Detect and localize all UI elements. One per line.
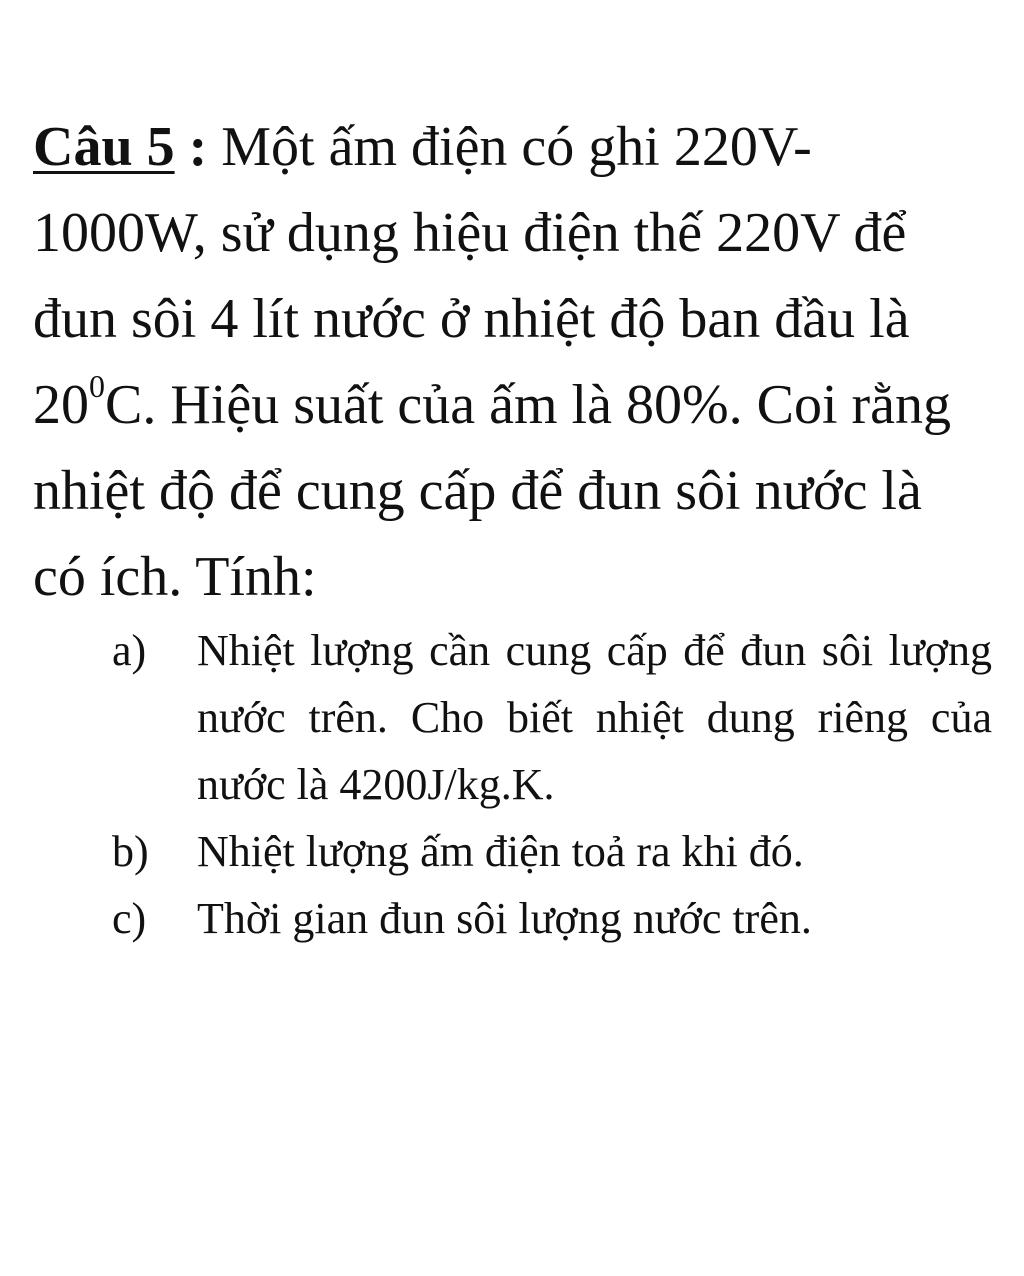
temperature-value: 20 (33, 374, 89, 436)
sub-question-marker: a) (112, 626, 147, 675)
sub-question-text: Thời gian đun sôi lượng nước trên. (197, 894, 812, 943)
sub-question-b (112, 818, 992, 885)
sub-question-list (112, 617, 992, 952)
question-text-part-2: C. Hiệu suất của ấm là 80%. Coi rằng nhiệt độ để cung cấp để đun sôi nước là có ích. Tính: (33, 374, 952, 608)
sub-question-c (112, 885, 992, 952)
sub-question-a (112, 617, 992, 818)
sub-question-marker: c) (112, 894, 147, 943)
question-text-part-1: Một ấm điện có ghi 220V-1000W, sử dụng hiệu điện thế 220V để đun sôi 4 lít nước ở nhiệt độ ban đầu là (33, 116, 910, 350)
sub-question-text: Nhiệt lượng ấm điện toả ra khi đó. (197, 827, 804, 876)
question-paragraph (33, 104, 968, 620)
question-colon: : (174, 116, 208, 178)
sub-question-marker: b) (112, 827, 149, 876)
temperature-superscript: 0 (89, 368, 105, 404)
sub-question-text: Nhiệt lượng cần cung cấp để đun sôi lượng nước trên. Cho biết nhiệt dung riêng của nước là 4200J/kg.K. (197, 626, 992, 809)
question-label: Câu 5 (33, 116, 175, 178)
